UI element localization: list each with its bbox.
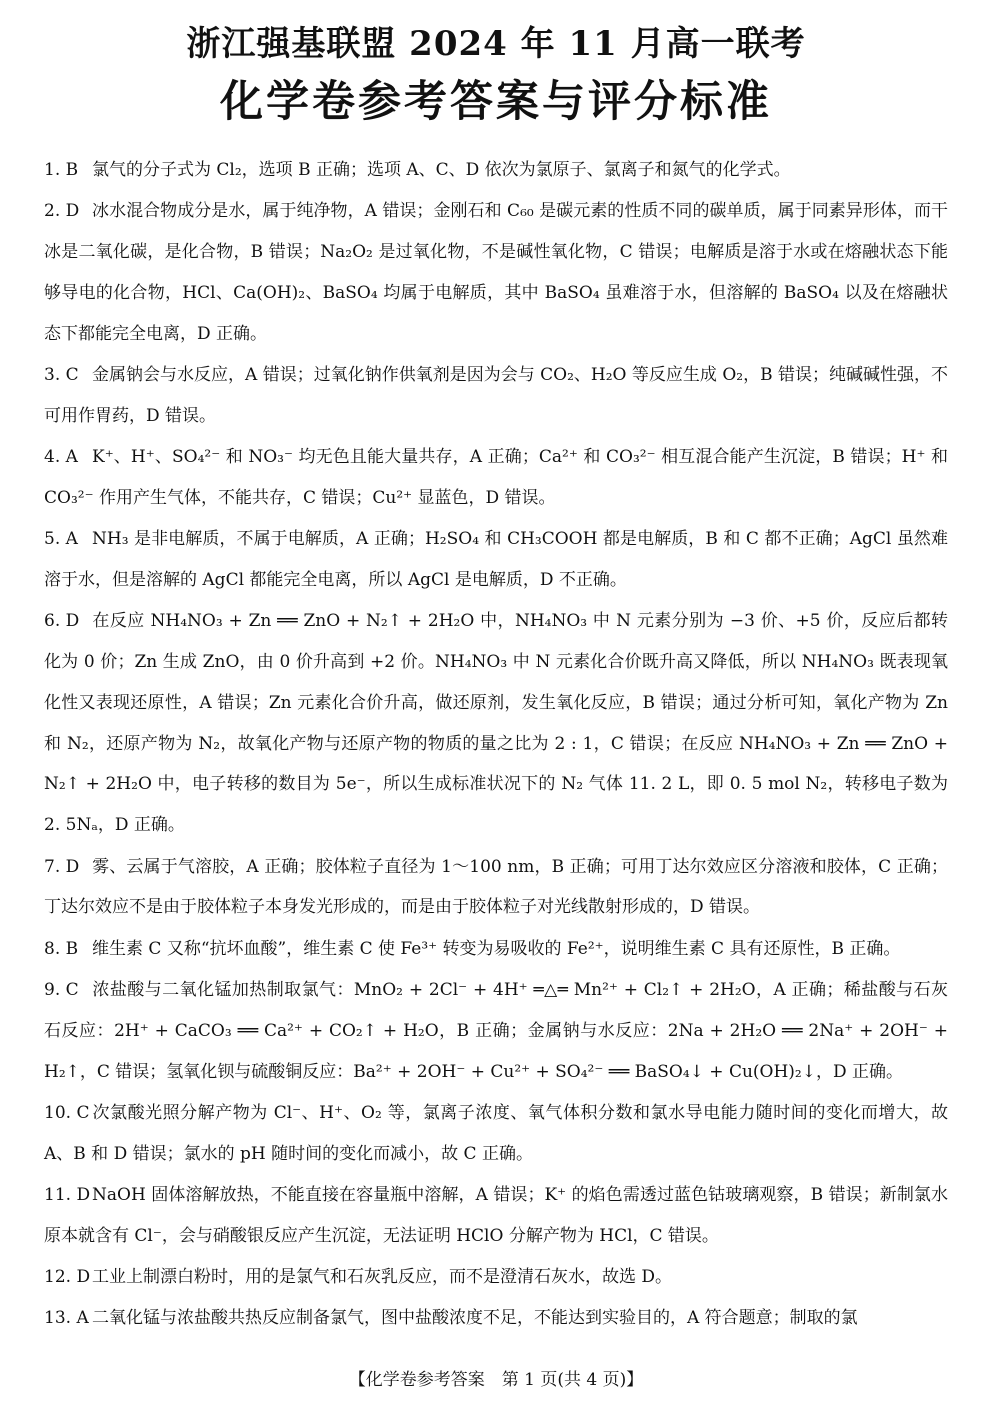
answer-item <box>44 437 948 519</box>
answer-explanation: 二氧化锰与浓盐酸共热反应制备氯气，图中盐酸浓度不足，不能达到实验目的，A 符合题意；制取的氯 <box>92 1308 858 1329</box>
answer-explanation: 冰水混合物成分是水，属于纯净物，A 错误；金刚石和 C₆₀ 是碳元素的性质不同的碳单质，属于同素异形体，而干冰是二氧化碳，是化合物，B 错误；Na₂O₂ 是过氧化物，不是碱性氧化物，C 错误；电解质是溶于水或在熔融状态下能够导电的化合物，HCl、Ca(OH)₂、BaSO₄ 均属于电解质，其中 BaSO₄ 虽难溶于水，但溶解的 BaSO₄ 以及在熔融状态下都能完全电离，D 正确。 <box>44 201 948 344</box>
answer-number: 8. B <box>44 938 79 959</box>
answer-item <box>44 519 948 601</box>
page-footer: 【化学卷参考答案 第 1 页(共 4 页)】 <box>348 1370 644 1390</box>
answer-number: 4. A <box>44 447 78 468</box>
answer-number: 12. D <box>44 1267 91 1288</box>
answer-explanation: NH₃ 是非电解质，不属于电解质，A 正确；H₂SO₄ 和 CH₃COOH 都是电解质，B 和 C 都不正确；AgCl 虽然难溶于水，但是溶解的 AgCl 都能完全电离，所以 AgCl 是电解质，D 不正确。 <box>44 529 948 590</box>
answer-item <box>44 847 948 929</box>
answer-item <box>44 1257 948 1298</box>
answer-number: 9. C <box>44 979 79 1000</box>
answer-explanation: 次氯酸光照分解产物为 Cl⁻、H⁺、O₂ 等，氯离子浓度、氧气体积分数和氯水导电能力随时间的变化而增大，故 A、B 和 D 错误；氯水的 pH 随时间的变化而减小，故 C 正确。 <box>44 1102 948 1164</box>
answer-explanation: 雾、云属于气溶胶，A 正确；胶体粒子直径为 1～100 nm，B 正确；可用丁达尔效应区分溶液和胶体，C 正确；丁达尔效应不是由于胶体粒子本身发光形成的，而是由于胶体粒子对光线散射形成的，D 错误。 <box>44 856 948 918</box>
answer-number: 11. D <box>44 1184 91 1205</box>
answer-item <box>44 1175 948 1257</box>
answer-number: 6. D <box>44 611 80 632</box>
answer-explanation: 浓盐酸与二氧化锰加热制取氯气：MnO₂ + 2Cl⁻ + 4H⁺ ═△═ Mn²⁺ + Cl₂↑ + 2H₂O，A 正确；稀盐酸与石灰石反应：2H⁺ + CaCO₃ ══ Ca²⁺ + CO₂↑ + H₂O，B 正确；金属钠与水反应：2Na + 2H₂O ══ 2Na⁺ + 2OH⁻ + H₂↑，C 错误；氢氧化钡与硫酸铜反应：Ba²⁺ + 2OH⁻ + Cu²⁺ + SO₄²⁻ ══ BaSO₄↓ + Cu(OH)₂↓，D 正确。 <box>44 979 948 1082</box>
answer-number: 10. C <box>44 1102 90 1123</box>
answer-number: 1. B <box>44 160 79 180</box>
answer-explanation: NaOH 固体溶解放热，不能直接在容量瓶中溶解，A 错误；K⁺ 的焰色需透过蓝色钴玻璃观察，B 错误；新制氯水原本就含有 Cl⁻，会与硝酸银反应产生沉淀，无法证明 HClO 分解产物为 HCl，C 错误。 <box>44 1184 948 1246</box>
answer-item <box>44 1093 948 1175</box>
answer-item <box>44 355 948 437</box>
answer-item <box>44 970 948 1092</box>
answer-explanation: 在反应 NH₄NO₃ + Zn ══ ZnO + N₂↑ + 2H₂O 中，NH₄NO₃ 中 N 元素分别为 −3 价、+5 价，反应后都转化为 0 价；Zn 生成 ZnO，由 0 价升高到 +2 价。NH₄NO₃ 中 N 元素化合价既升高又降低，所以 NH₄NO₃ 既表现氧化性又表现还原性，A 错误；Zn 元素化合价升高，做还原剂，发生氧化反应，B 错误；通过分析可知，氧化产物为 Zn 和 N₂，还原产物为 N₂，故氧化产物与还原产物的物质的量之比为 2 : 1，C 错误；在反应 NH₄NO₃ + Zn ══ ZnO + N₂↑ + 2H₂O 中，电子转移的数目为 5e⁻，所以生成标准状况下的 N₂ 气体 11. 2 L，即 0. 5 mol N₂，转移电子数为 2. 5Nₐ，D 正确。 <box>44 611 948 836</box>
answer-number: 2. D <box>44 201 80 222</box>
answer-number: 13. A <box>44 1308 89 1329</box>
answer-list <box>44 150 948 1340</box>
answer-explanation: 工业上制漂白粉时，用的是氯气和石灰乳反应，而不是澄清石灰水，故选 D。 <box>92 1267 673 1288</box>
answer-explanation: K⁺、H⁺、SO₄²⁻ 和 NO₃⁻ 均无色且能大量共存，A 正确；Ca²⁺ 和 CO₃²⁻ 相互混合能产生沉淀，B 错误；H⁺ 和 CO₃²⁻ 作用产生气体，不能共存，C 错误；Cu²⁺ 显蓝色，D 错误。 <box>44 447 948 508</box>
answer-item <box>44 1298 948 1339</box>
answer-item <box>44 191 948 354</box>
answer-number: 5. A <box>44 529 78 550</box>
answer-explanation: 维生素 C 又称“抗坏血酸”，维生素 C 使 Fe³⁺ 转变为易吸收的 Fe²⁺，说明维生素 C 具有还原性，B 正确。 <box>92 938 901 959</box>
answer-explanation: 氯气的分子式为 Cl₂，选项 B 正确；选项 A、C、D 依次为氯原子、氯离子和氮气的化学式。 <box>92 160 791 180</box>
answer-item <box>44 601 948 846</box>
page-subtitle: 化学卷参考答案与评分标准 <box>220 77 772 127</box>
answer-number: 3. C <box>44 364 79 385</box>
answer-item <box>44 929 948 970</box>
page-title: 浙江强基联盟 2024 年 11 月高一联考 <box>186 24 806 64</box>
answer-number: 7. D <box>44 856 80 877</box>
answer-explanation: 金属钠会与水反应，A 错误；过氧化钠作供氧剂是因为会与 CO₂、H₂O 等反应生成 O₂，B 错误；纯碱碱性强，不可用作胃药，D 错误。 <box>44 364 949 426</box>
answer-item <box>44 150 948 191</box>
